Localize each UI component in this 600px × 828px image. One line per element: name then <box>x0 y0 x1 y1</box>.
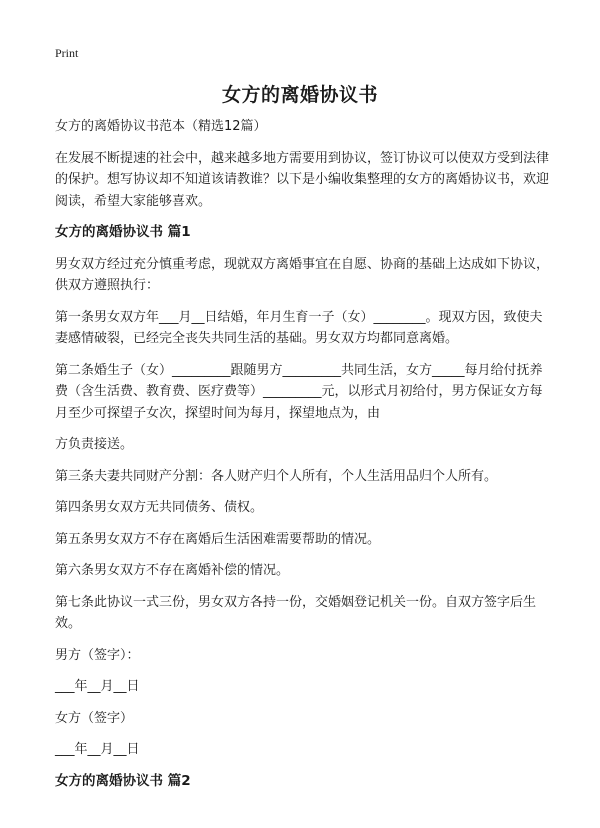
paragraph: 男女双方经过充分慎重考虑，现就双方离婚事宜在自愿、协商的基础上达成如下协议，供双方遵照执行： <box>55 256 550 293</box>
section-heading-1: 女方的离婚协议书 篇1 <box>55 224 191 240</box>
female-signature-line: 女方（签字） <box>55 710 134 726</box>
article-5: 第五条男女双方不存在离婚后生活困难需要帮助的情况。 <box>55 531 381 547</box>
document-title: 女方的离婚协议书 <box>221 84 378 106</box>
document-subtitle: 女方的离婚协议书范本（精选12篇） <box>55 119 267 134</box>
article-2-continued: 方负责接送。 <box>55 437 134 452</box>
article-6: 第六条男女双方不存在离婚补偿的情况。 <box>55 563 290 578</box>
section-heading-2: 女方的离婚协议书 篇2 <box>55 772 191 789</box>
intro-paragraph: 在发展不断提速的社会中，越来越多地方需要用到协议，签订协议可以使双方受到法律的保护。想写协议却不知道该请教谁？以下是小编收集整理的女方的离婚协议书，欢迎阅读，希望大家能够喜欢。 <box>55 150 550 209</box>
print-link[interactable]: Print <box>55 46 79 60</box>
male-signature-line: 男方（签字）： <box>55 647 140 663</box>
article-7: 第七条此协议一式三份，男女双方各持一份，交婚姻登记机关一份。自双方签字后生效。 <box>55 594 537 631</box>
article-4: 第四条男女双方无共同债务、债权。 <box>55 500 264 515</box>
article-3: 第三条夫妻共同财产分割：各人财产归个人所有，个人生活用品归个人所有。 <box>55 468 498 484</box>
article-2: 第二条婚生子（女）_________跟随男方_________共同生活，女方_____每月给付抚养费（含生活费、教育费、医疗费等）_________元，以形式月初给付，男方保证女方每月至少可探望子女次，探望时间为每月，探望地点为，由 <box>55 362 543 421</box>
document-body <box>55 116 553 802</box>
female-date-line: ___年__月__日 <box>55 742 140 757</box>
article-1: 第一条男女双方年___月__日结婚，年月生育一子（女）________。现双方因，致使夫妻感情破裂，已经完全丧失共同生活的基础。男女双方均都同意离婚。 <box>55 309 543 346</box>
male-date-line: ___年__月__日 <box>55 679 140 694</box>
